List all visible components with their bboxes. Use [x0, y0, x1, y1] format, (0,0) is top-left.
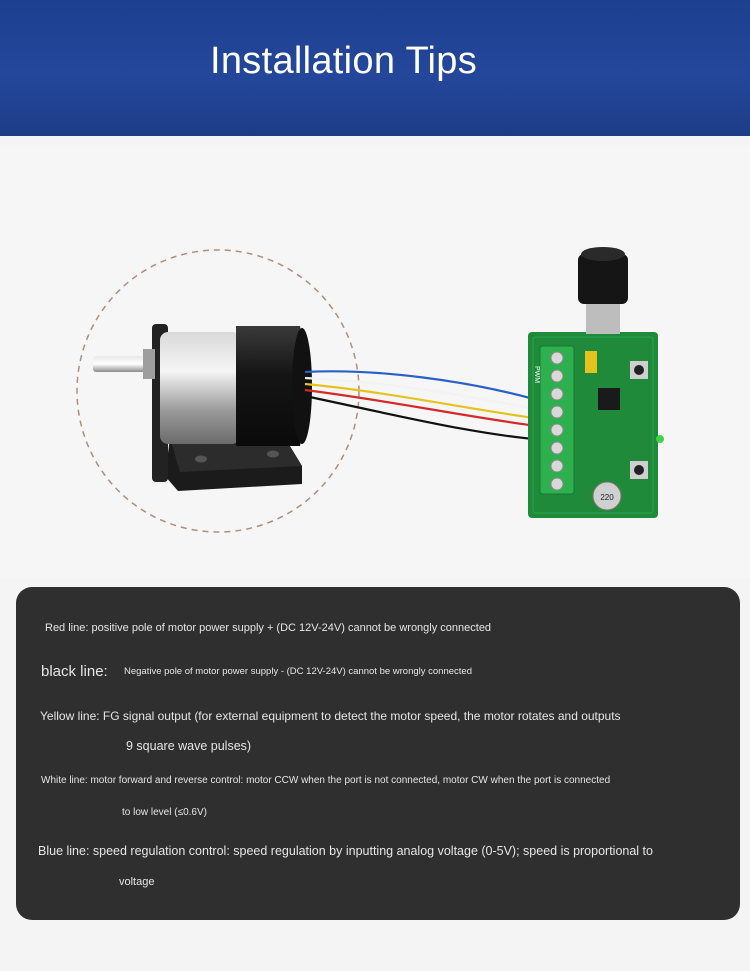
black-line-label: black line:	[41, 663, 108, 680]
wiring-instructions-panel	[16, 587, 740, 920]
yellow-line-text: Yellow line: FG signal output (for external equipment to detect the motor speed, the motor rotates and outputs	[40, 709, 621, 723]
pin-label: PWM	[533, 366, 540, 384]
footer-strip	[0, 940, 750, 971]
red-line-text: Red line: positive pole of motor power supply + (DC 12V-24V) cannot be wrongly connected	[45, 622, 492, 634]
white-line-text-cont: to low level (≤0.6V)	[122, 807, 207, 818]
blue-line-text-cont: voltage	[119, 876, 155, 888]
gearbox	[160, 332, 240, 444]
blue-line-text: Blue line: speed regulation control: speed regulation by inputting analog voltage (0-5V); speed is proportional to	[38, 844, 653, 858]
black-line-text: Negative pole of motor power supply - (DC 12V-24V) cannot be wrongly connected	[124, 666, 472, 677]
capacitor-label: 220	[600, 493, 614, 502]
driver-board	[528, 332, 664, 518]
page-title: Installation Tips	[210, 40, 478, 82]
motor-wires	[305, 371, 556, 441]
product-photo	[0, 146, 750, 578]
potentiometer-knob	[578, 247, 628, 334]
header-banner	[0, 0, 750, 136]
motor-driver-illustration	[0, 146, 750, 578]
yellow-line-text-cont: 9 square wave pulses)	[126, 739, 252, 753]
white-line-text: White line: motor forward and reverse control: motor CCW when the port is not connected, motor CW when the port is connected	[41, 775, 611, 786]
